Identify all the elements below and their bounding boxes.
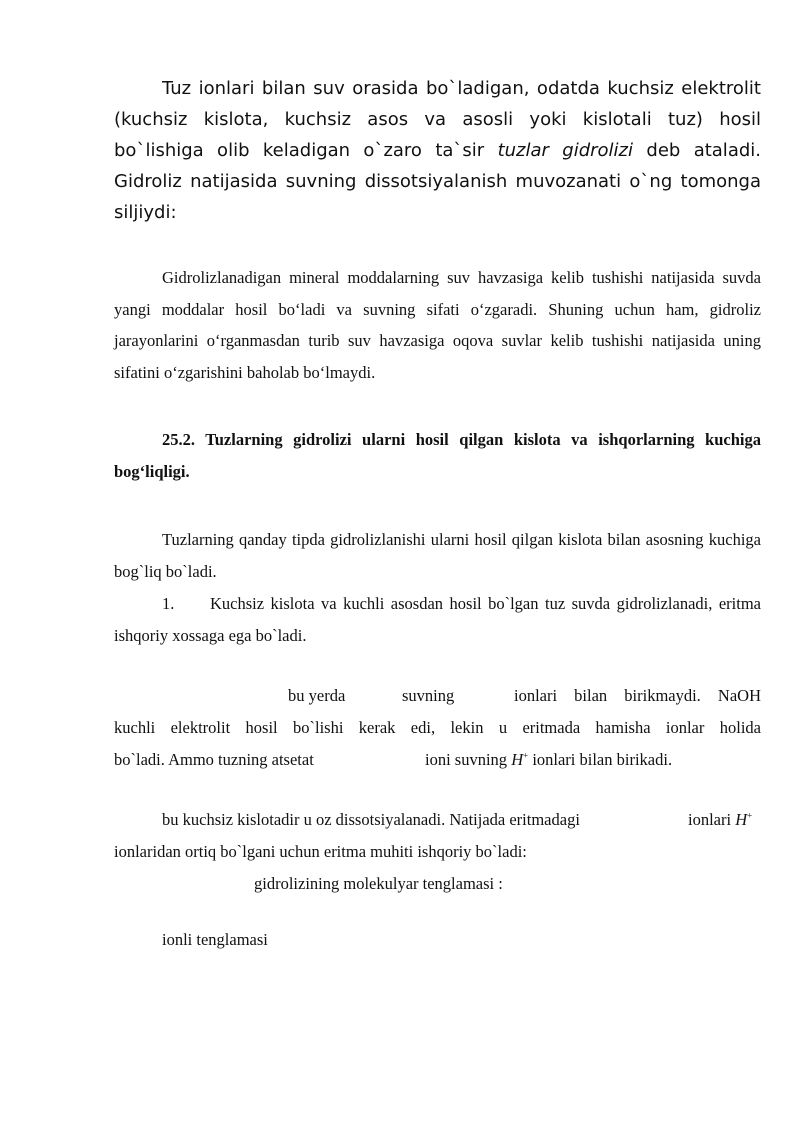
text-ioni-suvning: [425, 744, 672, 776]
plus-charge: +: [523, 750, 529, 761]
list-item-text: Kuchsiz kislota va kuchli asosdan hosil bo`lgan tuz suvda gidrolizlanadi, eritma ishqoriy xossaga ega bo`ladi.: [114, 594, 761, 645]
text-ionlari: ionlari: [688, 810, 732, 829]
text-bu-yerda: bu yerda: [288, 686, 346, 705]
list-item-1: [114, 588, 761, 651]
text-ionlari-birikadi: ionlari bilan birikadi.: [532, 750, 673, 769]
term-salt-hydrolysis: tuzlar gidrolizi: [497, 140, 634, 161]
p1-text-start: Tuz ionlari bilan suv orasida bo`ladigan, odatda kuchsiz elektrolit (kuchsiz kislota, kuchsiz asos va asosli yoki kislotali tuz) hosil bo`lishiga olib keladigan o`zaro ta`sir: [114, 78, 761, 161]
text-suvning: suvning: [402, 686, 455, 705]
paragraph-mineral-substances: Gidrolizlanadigan mineral moddalarning suv havzasiga kelib tushishi natijasida suvda yangi moddalar hosil bo‘ladi va suvning sifati o‘zgaradi. Shuning uchun ham, gidroliz jarayonlarini o‘rganmasdan turib suv havzasiga oqova suvlar kelib tushishi natijasida uning sifatini o‘zgarishini baholab bo‘lmaydi.: [114, 268, 761, 382]
list-item-number: 1.: [162, 594, 175, 613]
section-heading: 25.2. Tuzlarning gidrolizi ularni hosil qilgan kislota va ishqorlarning kuchiga bog‘liqligi.: [114, 430, 761, 481]
text-alkaline-medium: ionlaridan ortiq bo`lgani uchun eritma muhiti ishqoriy bo`ladi:: [114, 842, 527, 861]
text-acetate: bo`ladi. Ammo tuzning atsetat: [114, 750, 314, 769]
text-ionic-equation: ionli tenglamasi: [162, 930, 268, 949]
text-strong-electrolyte: kuchli elektrolit hosil bo`lishi kerak edi, lekin u eritmada hamisha ionlar holida: [114, 718, 761, 737]
text-molecular-equation: gidrolizining molekulyar tenglamasi :: [254, 874, 503, 893]
plus-charge: +: [747, 810, 753, 821]
p1-text-end: deb ataladi. Gidroliz natijasida suvning dissotsiyalanish muvozanati o`ng tomonga siljiydi:: [114, 140, 761, 223]
hydrogen-symbol: H: [735, 810, 748, 829]
text-ioni-suvning-words: ioni suvning: [425, 750, 508, 769]
paragraph-hydrolysis-definition: [114, 73, 761, 228]
text-weak-acid: bu kuchsiz kislotadir u oz dissotsiyalanadi. Natijada eritmadagi: [162, 810, 580, 829]
paragraph-hydrolysis-types: Tuzlarning qanday tipda gidrolizlanishi ularni hosil qilgan kislota bilan asosning kuchiga bog`liq bo`ladi.: [114, 530, 761, 581]
text-ionlari-naoh: ionlari bilan birikmaydi. NaOH: [514, 686, 761, 705]
hydrogen-symbol: H: [511, 750, 524, 769]
text-ionlari-h: [688, 804, 752, 836]
